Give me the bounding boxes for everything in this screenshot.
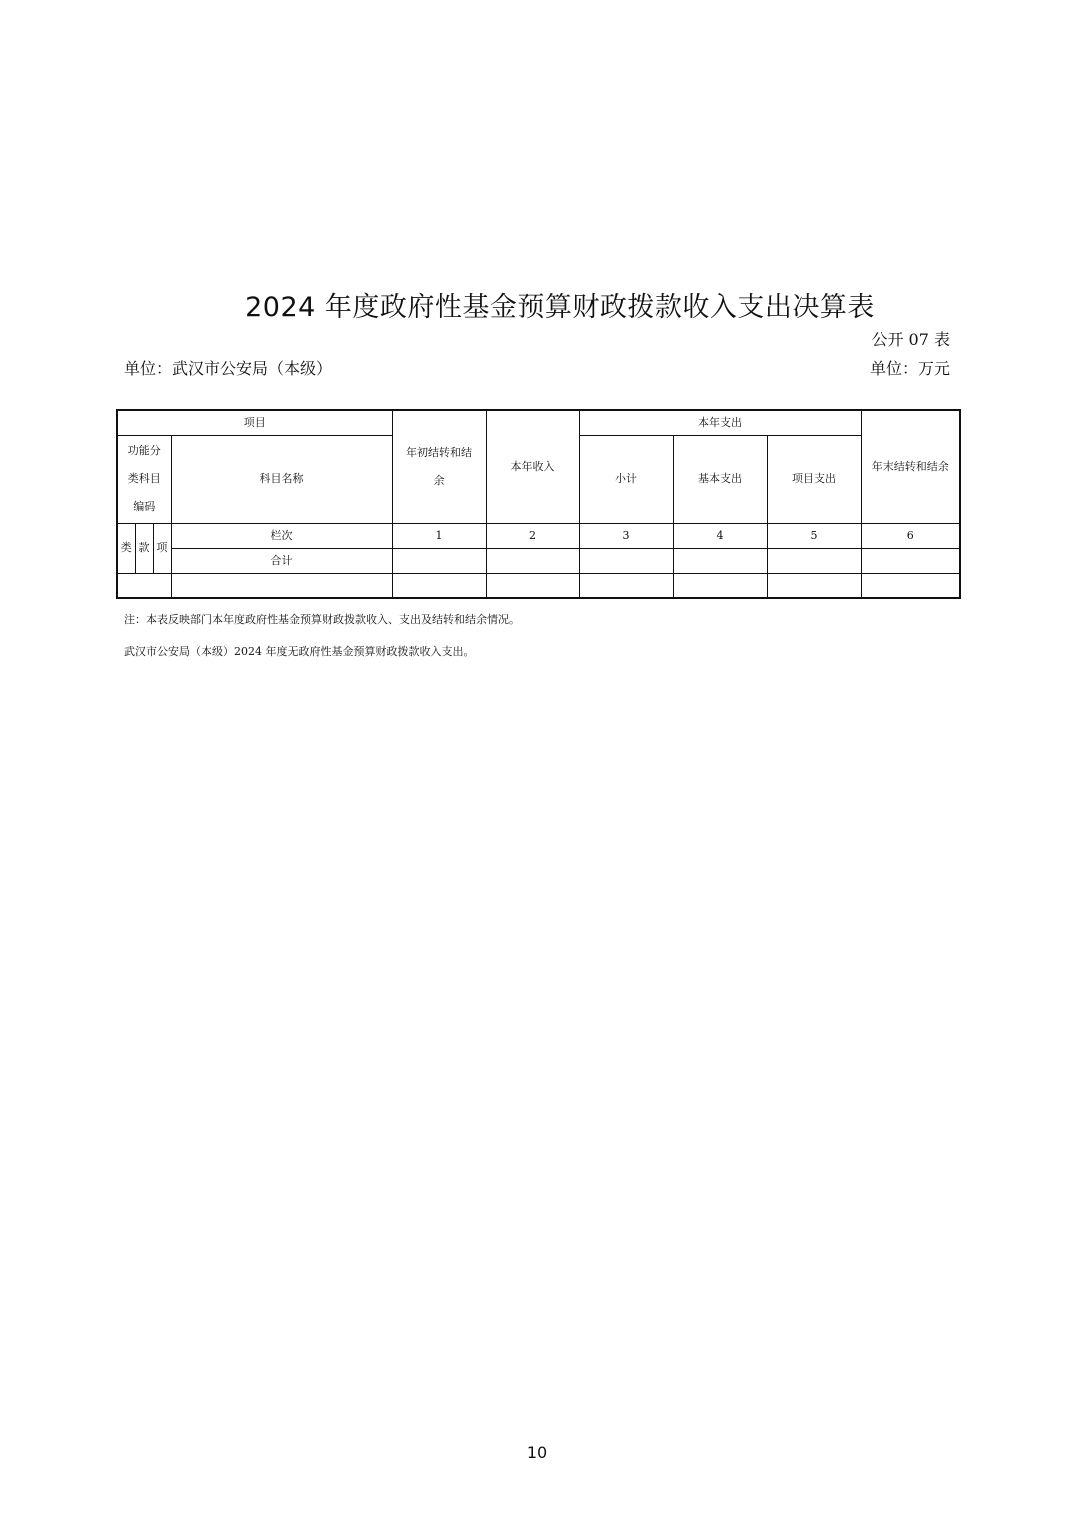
- current-expense-header: 本年支出: [579, 410, 861, 435]
- project-expense-header: 项目支出: [767, 435, 861, 523]
- table-note: 注：本表反映部门本年度政府性基金预算财政拨款收入、支出及结转和结余情况。: [124, 613, 520, 626]
- subject-name-header: 科目名称: [171, 435, 392, 523]
- total-cell: [767, 548, 861, 573]
- total-cell: [486, 548, 579, 573]
- project-header: 项目: [117, 410, 392, 435]
- column-number-1: 1: [392, 523, 486, 548]
- function-code-line-2: 类科目: [127, 472, 161, 485]
- total-cell: [673, 548, 767, 573]
- beginning-balance-line-1: 年初结转和结: [406, 445, 472, 459]
- lei-header: 类: [117, 523, 135, 573]
- subtotal-header: 小计: [579, 435, 673, 523]
- reporting-unit: 单位：武汉市公安局（本级）: [124, 359, 333, 378]
- empty-cell: [673, 573, 767, 598]
- no-data-statement: 武汉市公安局（本级）2024 年度无政府性基金预算财政拨款收入支出。: [124, 645, 475, 658]
- total-label: 合计: [171, 548, 392, 573]
- empty-cell: [392, 573, 486, 598]
- page-number: 10: [526, 1443, 548, 1462]
- document-title: 2024 年度政府性基金预算财政拨款收入支出决算表: [245, 292, 875, 323]
- column-number-6: 6: [861, 523, 960, 548]
- column-number-row: [117, 523, 960, 548]
- total-cell: [861, 548, 960, 573]
- column-number-2: 2: [486, 523, 579, 548]
- table-number: 公开 07 表: [871, 330, 950, 349]
- basic-expense-header: 基本支出: [673, 435, 767, 523]
- empty-cell: [486, 573, 579, 598]
- ending-balance-header: 年末结转和结余: [861, 410, 960, 523]
- header-row-1: [117, 410, 960, 435]
- xiang-header: 项: [153, 523, 171, 573]
- empty-cell: [861, 573, 960, 598]
- current-income-header: 本年收入: [486, 410, 579, 523]
- function-code-header: [117, 435, 171, 523]
- currency-unit: 单位：万元: [869, 359, 950, 378]
- empty-cell: [171, 573, 392, 598]
- function-code-line-3: 编码: [133, 500, 156, 513]
- column-number-4: 4: [673, 523, 767, 548]
- column-number-3: 3: [579, 523, 673, 548]
- beginning-balance-line-2: 余: [433, 473, 445, 487]
- total-cell: [579, 548, 673, 573]
- function-code-line-1: 功能分: [127, 444, 161, 457]
- empty-cell: [117, 573, 171, 598]
- empty-cell: [767, 573, 861, 598]
- kuan-header: 款: [135, 523, 153, 573]
- empty-row: [117, 573, 960, 598]
- budget-table: [116, 409, 961, 599]
- column-label: 栏次: [171, 523, 392, 548]
- beginning-balance-header: [392, 410, 486, 523]
- total-row: [117, 548, 960, 573]
- total-cell: [392, 548, 486, 573]
- column-number-5: 5: [767, 523, 861, 548]
- empty-cell: [579, 573, 673, 598]
